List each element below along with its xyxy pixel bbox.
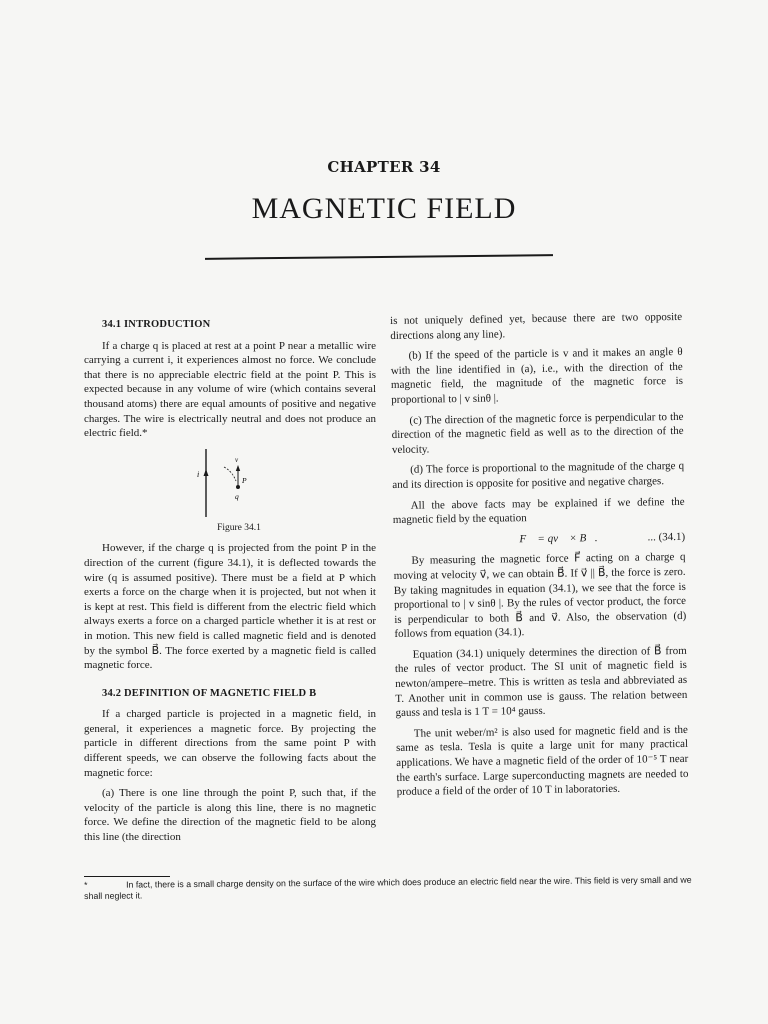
wire-charge-diagram (194, 447, 274, 519)
title-rule (205, 254, 553, 260)
figure-34-1 (84, 447, 376, 519)
paragraph: Equation (34.1) uniquely determines the direction of B⃗ from the rules of vector product. The SI unit of magnetic field is newton/ampere–metre. This is written as tesla and abbreviated as T. Another unit in common use is gauss. The relation between gauss and tesla is 1 T = 10⁴ gauss. (394, 644, 688, 720)
point-label: P (242, 475, 247, 485)
equation-body: F⃗ = qv⃗ × B⃗. (519, 531, 598, 545)
equation-34-1 (393, 530, 685, 549)
current-label: i (197, 469, 200, 479)
equation-number: ... (34.1) (647, 530, 686, 544)
figure-caption: Figure 34.1 (217, 522, 261, 533)
right-column (390, 310, 689, 806)
paragraph: All the above facts may be explained if we define the magnetic field by the equation (392, 495, 685, 527)
footnote-marker: * (84, 879, 88, 890)
paragraph: is not uniquely defined yet, because there are two opposite directions along any line). (390, 310, 683, 342)
chapter-label: CHAPTER 34 (327, 158, 441, 176)
charge-dot (236, 485, 240, 489)
chapter-title: MAGNETIC FIELD (251, 192, 517, 225)
paragraph: The unit weber/m² is also used for magnetic field and is the same as tesla. Tesla is quite a large unit for many practical applications. We have a magnetic field of the order of 10⁻⁵ T near the earth's surface. Large superconducting magnets are needed to produce a field of the order of 10 T in laboratories. (395, 723, 689, 799)
footnote-text: In fact, there is a small charge density on the surface of the wire which does produce an electric field near the wire. This field is very small and we shall neglect it. (84, 874, 692, 901)
velocity-label: v (235, 455, 239, 464)
paragraph: If a charge q is placed at rest at a point P near a metallic wire carrying a current i, it experiences almost no force. We conclude that there is no appreciable electric field at the point P. This is expected because in any volume of wire (which contains several thousand atoms) there are equal amounts of positive and negative charges. The wire is electrically neutral and does not produce an electric field.* (84, 339, 376, 440)
paragraph: By measuring the magnetic force F⃗ acting on a charge q moving at velocity v⃗, we can obtain B⃗. If v⃗ || B⃗, the force is zero. By taking magnitudes in equation (34.1), we see that the force is proportional to | v sinθ |. By the rules of vector product, the force is perpendicular to both B⃗ and v⃗. Also, the observation (d) follows from equation (34.1). (393, 551, 687, 641)
velocity-arrow (236, 465, 240, 471)
footnote (84, 875, 694, 902)
paragraph: (c) The direction of the magnetic force is perpendicular to the direction of the magnetic field as well as to the direction of the velocity. (391, 410, 684, 456)
paragraph: (d) The force is proportional to the magnitude of the charge q and its direction is opposite for positive and negative charges. (392, 460, 685, 491)
section-heading-definition: 34.2 DEFINITION OF MAGNETIC FIELD B⃗ (102, 687, 325, 699)
paragraph: (b) If the speed of the particle is v and it makes an angle θ with the line identified in (a), i.e., with the direction of the magnetic field, the magnitude of the magnetic force is proportional to | v sinθ |. (390, 346, 684, 406)
footnote-rule (84, 876, 170, 877)
paragraph: If a charged particle is projected in a magnetic field, in general, it experiences a magnetic force. By projecting the particle in different directions from the same point P with different speeds, we can observe the following facts about the magnetic force: (84, 708, 376, 779)
paragraph: (a) There is one line through the point P, such that, if the velocity of the particle is along this line, there is no magnetic force. We define the direction of the magnetic field to be along this line (the direction (84, 787, 376, 844)
charge-label: q (235, 491, 239, 501)
section-heading-introduction: 34.1 INTRODUCTION (102, 319, 211, 330)
paragraph: However, if the charge q is projected from the point P in the direction of the current (figure 34.1), it is deflected towards the wire (q is assumed positive). There must be a field at P which exerts a force on the charge when it is projected, but not when it is kept at rest. This field is different from the electric field which always exerts a force on a charged particle whether it is at rest or in motion. This new field is called magnetic field and is denoted by the symbol B⃗. The force exerted by a magnetic field is called magnetic force. (84, 542, 376, 672)
left-column (84, 318, 376, 851)
current-arrow (204, 469, 209, 476)
deflection-path (224, 467, 236, 481)
